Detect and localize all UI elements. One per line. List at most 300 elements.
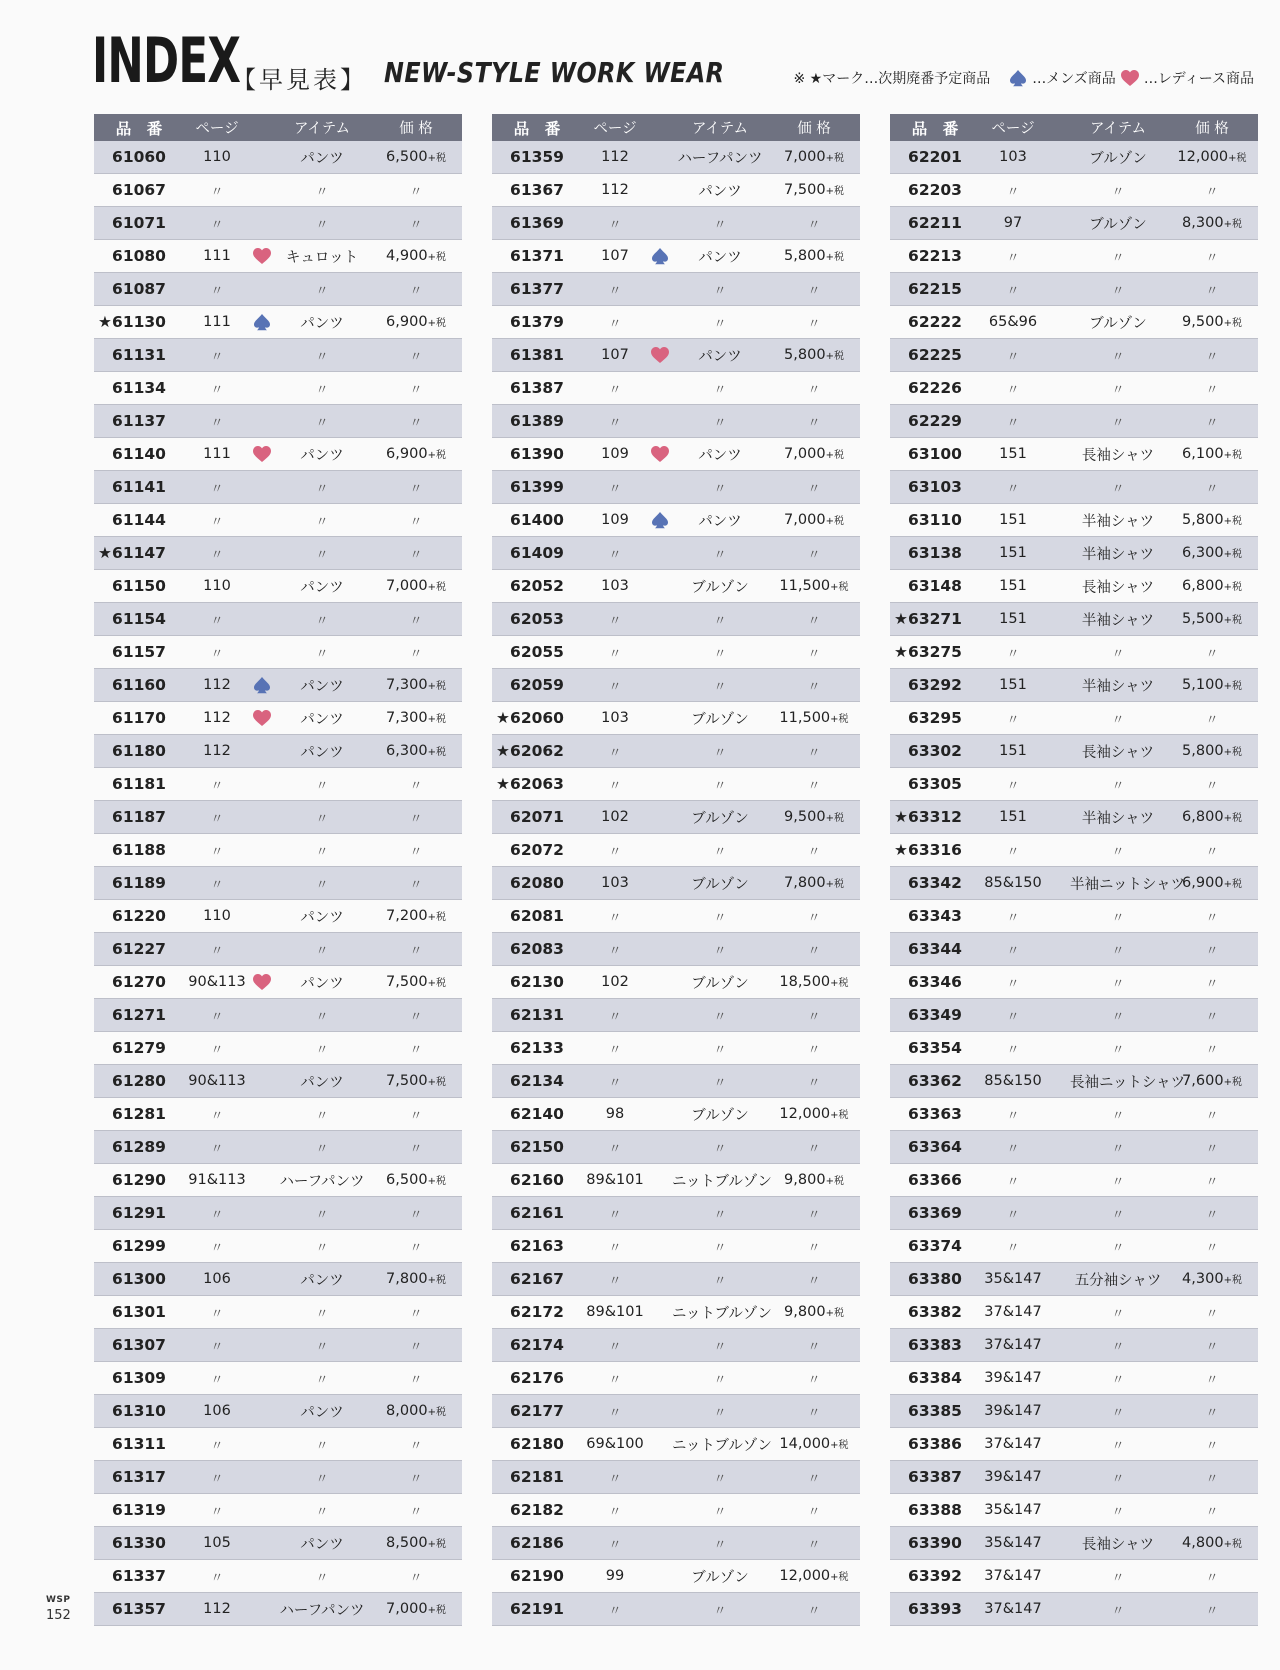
price — [768, 1106, 860, 1122]
item-type: パンツ — [300, 744, 344, 761]
price-value: 〃 — [409, 184, 423, 200]
table-row — [890, 372, 1258, 405]
page-ref: 〃 — [608, 1537, 622, 1553]
item-code — [890, 1039, 980, 1057]
item-type: 〃 — [315, 1339, 329, 1355]
price-value: 〃 — [807, 1075, 821, 1091]
page-ref: 106 — [203, 1271, 231, 1287]
page-ref: 〃 — [608, 1504, 622, 1520]
item-code — [890, 445, 980, 463]
page-ref: 〃 — [210, 349, 224, 365]
item-code-text: 61289 — [112, 1138, 166, 1156]
item-type: パンツ — [300, 975, 344, 992]
price-value: 〃 — [1205, 1042, 1219, 1058]
table-row — [492, 405, 860, 438]
price — [1166, 1336, 1258, 1355]
page-ref: 151 — [999, 611, 1027, 627]
item-code-text: 63364 — [908, 1138, 962, 1156]
page-ref: 〃 — [1006, 382, 1020, 398]
price — [370, 677, 462, 693]
price-value: 6,800 — [1182, 809, 1224, 825]
table-row — [492, 1527, 860, 1560]
table-row — [94, 240, 462, 273]
price-value: 〃 — [807, 382, 821, 398]
item-code — [492, 1072, 582, 1090]
item-code — [492, 940, 582, 958]
price-value: 〃 — [807, 217, 821, 233]
item-type: 〃 — [1111, 1174, 1125, 1190]
item-code-text: 61188 — [112, 841, 166, 859]
item-code-text: 63374 — [908, 1237, 962, 1255]
price-value: 12,000 — [1177, 149, 1229, 165]
price-value: 〃 — [807, 1603, 821, 1619]
table-row — [492, 966, 860, 999]
table-row — [492, 207, 860, 240]
page-ref: 〃 — [608, 646, 622, 662]
table-row — [492, 801, 860, 834]
tax-label: +税 — [1223, 450, 1242, 461]
item-code-text: 61170 — [112, 709, 166, 727]
price — [768, 412, 860, 431]
item-code — [492, 280, 582, 298]
item-code-text: 62130 — [510, 973, 564, 991]
item-type: 〃 — [1111, 250, 1125, 266]
price-value: 〃 — [1205, 910, 1219, 926]
table-row — [890, 1428, 1258, 1461]
item-code-text: 61301 — [112, 1303, 166, 1321]
table-row — [94, 966, 462, 999]
item-code — [890, 1336, 980, 1354]
price-value: 〃 — [807, 1339, 821, 1355]
page-subtitle: NEW-STYLE WORK WEAR — [384, 56, 725, 89]
item-code — [94, 1105, 184, 1123]
table-row — [492, 240, 860, 273]
table-row — [94, 1164, 462, 1197]
item-code-text: 61131 — [112, 346, 166, 364]
price-value: 〃 — [807, 778, 821, 794]
item-type: 〃 — [315, 415, 329, 431]
table-row — [890, 1197, 1258, 1230]
item-code — [94, 709, 184, 727]
item-code-text: 62226 — [908, 379, 962, 397]
item-code-text: 63138 — [908, 544, 962, 562]
price-value: 〃 — [807, 1471, 821, 1487]
item-code-text: 62081 — [510, 907, 564, 925]
item-type: ハーフパンツ — [279, 1602, 365, 1619]
item-code-text: 61281 — [112, 1105, 166, 1123]
price — [768, 710, 860, 726]
table-row — [492, 768, 860, 801]
item-code — [94, 610, 184, 628]
table-row — [94, 207, 462, 240]
price — [370, 743, 462, 759]
item-type: 〃 — [315, 778, 329, 794]
item-type: 〃 — [713, 1471, 727, 1487]
table-row — [890, 1527, 1258, 1560]
item-code — [890, 478, 980, 496]
item-code — [890, 280, 980, 298]
table-row — [492, 537, 860, 570]
page-ref: 〃 — [210, 1240, 224, 1256]
tax-label: +税 — [427, 714, 446, 725]
page-ref: 37&147 — [984, 1436, 1042, 1452]
item-code-text: 63387 — [908, 1468, 962, 1486]
item-code — [492, 1567, 582, 1585]
page-ref: 〃 — [210, 283, 224, 299]
heart-icon — [250, 973, 274, 991]
item-type: パンツ — [300, 711, 344, 728]
item-code — [890, 577, 980, 595]
price — [768, 610, 860, 629]
item-type: 〃 — [1111, 943, 1125, 959]
price-value: 4,800 — [1182, 1535, 1224, 1551]
price-value: 〃 — [409, 481, 423, 497]
price-value: 7,300 — [386, 710, 428, 726]
item-code-text: 61379 — [510, 313, 564, 331]
price-value: 7,200 — [386, 908, 428, 924]
item-code-text: 61147 — [112, 544, 166, 562]
item-code-text: 61279 — [112, 1039, 166, 1057]
item-type: 〃 — [1111, 1339, 1125, 1355]
price-value: 〃 — [1205, 1174, 1219, 1190]
item-type: 〃 — [1111, 712, 1125, 728]
page-ref: 151 — [999, 743, 1027, 759]
item-type: 半袖シャツ — [1081, 513, 1155, 530]
item-code — [492, 1435, 582, 1453]
price-value: 〃 — [409, 646, 423, 662]
item-type: キュロット — [285, 249, 359, 266]
item-code-text: 63312 — [908, 808, 962, 826]
tax-label: +税 — [825, 1176, 844, 1187]
header-price: 価 格 — [797, 121, 831, 137]
price-value: 〃 — [1205, 1240, 1219, 1256]
price — [1166, 512, 1258, 528]
item-type: 〃 — [713, 283, 727, 299]
table-row — [890, 867, 1258, 900]
price-value: 〃 — [409, 547, 423, 563]
price-value: 〃 — [409, 844, 423, 860]
item-code-text: 62181 — [510, 1468, 564, 1486]
heart-icon — [648, 445, 672, 463]
table-row — [94, 1428, 462, 1461]
price-value: 〃 — [1205, 1471, 1219, 1487]
item-code — [890, 1600, 980, 1618]
price — [1166, 1138, 1258, 1157]
price-value: 〃 — [1205, 1603, 1219, 1619]
page-ref: 〃 — [1006, 778, 1020, 794]
item-type: 〃 — [1111, 1108, 1125, 1124]
item-code-text: 61150 — [112, 577, 166, 595]
price-value: 〃 — [1205, 1141, 1219, 1157]
table-row — [492, 1461, 860, 1494]
item-code — [492, 1468, 582, 1486]
item-code-text: 61409 — [510, 544, 564, 562]
quick-reference-title: 【早見表】 — [232, 66, 367, 94]
item-code — [890, 940, 980, 958]
item-code-text: 62080 — [510, 874, 564, 892]
item-code — [94, 577, 184, 595]
item-code-text: 61330 — [112, 1534, 166, 1552]
tax-label: +税 — [830, 1572, 849, 1583]
table-row — [492, 1296, 860, 1329]
table-row — [890, 603, 1258, 636]
item-type: 〃 — [713, 1405, 727, 1421]
price — [1166, 611, 1258, 627]
price — [768, 182, 860, 198]
page-ref: 〃 — [608, 613, 622, 629]
item-code — [890, 742, 980, 760]
item-code — [890, 1204, 980, 1222]
index-title: INDEX — [92, 24, 241, 97]
price — [370, 1567, 462, 1586]
table-row — [492, 1593, 860, 1626]
item-type: 〃 — [1111, 1009, 1125, 1025]
price — [370, 544, 462, 563]
item-code — [890, 1303, 980, 1321]
item-code-text: 62167 — [510, 1270, 564, 1288]
price-value: 8,000 — [386, 1403, 428, 1419]
price-value: 〃 — [1205, 844, 1219, 860]
item-code-text: 63383 — [908, 1336, 962, 1354]
item-code — [492, 973, 582, 991]
item-type: 〃 — [713, 1009, 727, 1025]
item-code-text: 62213 — [908, 247, 962, 265]
price-value: 〃 — [409, 778, 423, 794]
item-code — [890, 709, 980, 727]
page-ref: 90&113 — [188, 974, 246, 990]
item-code-text: 63342 — [908, 874, 962, 892]
page-ref: 〃 — [210, 217, 224, 233]
item-type: ブルゾン — [691, 579, 749, 596]
page-ref: 〃 — [608, 1273, 622, 1289]
price-value: 〃 — [1205, 778, 1219, 794]
price-value: 6,900 — [386, 446, 428, 462]
item-type: パンツ — [300, 315, 344, 332]
item-code-text: 61381 — [510, 346, 564, 364]
item-code — [492, 379, 582, 397]
price — [768, 875, 860, 891]
page-ref: 151 — [999, 578, 1027, 594]
item-code-text: 63305 — [908, 775, 962, 793]
price-value: 6,100 — [1182, 446, 1224, 462]
price — [370, 214, 462, 233]
item-type: 〃 — [315, 1471, 329, 1487]
item-code — [492, 907, 582, 925]
item-type: 〃 — [713, 1504, 727, 1520]
page-ref: 85&150 — [984, 1073, 1042, 1089]
item-type: 〃 — [1111, 1570, 1125, 1586]
page-ref: 112 — [203, 743, 231, 759]
page-ref: 〃 — [608, 316, 622, 332]
table-row — [890, 1164, 1258, 1197]
item-type: 〃 — [315, 646, 329, 662]
item-code — [94, 1402, 184, 1420]
price — [370, 974, 462, 990]
item-type: 〃 — [315, 1108, 329, 1124]
item-code — [94, 1369, 184, 1387]
item-code — [492, 445, 582, 463]
price — [768, 940, 860, 959]
table-row — [94, 306, 462, 339]
table-row — [890, 1065, 1258, 1098]
price-value: 〃 — [807, 646, 821, 662]
price-value: 〃 — [1205, 1108, 1219, 1124]
price-value: 〃 — [807, 1372, 821, 1388]
item-code-text: 61337 — [112, 1567, 166, 1585]
price-value: 7,000 — [386, 1601, 428, 1617]
tax-label: +税 — [427, 252, 446, 263]
price-value: 12,000 — [779, 1106, 831, 1122]
discontinue-star-icon: ★ — [98, 313, 112, 331]
price-value: 〃 — [1205, 1372, 1219, 1388]
table-row — [94, 669, 462, 702]
item-type: 〃 — [713, 1603, 727, 1619]
item-type: 〃 — [1111, 283, 1125, 299]
price — [768, 1006, 860, 1025]
header-price: 価 格 — [1195, 121, 1229, 137]
page-ref: 103 — [601, 578, 629, 594]
page-ref: 37&147 — [984, 1337, 1042, 1353]
price — [768, 676, 860, 695]
price — [370, 280, 462, 299]
price — [768, 512, 860, 528]
item-type: 長袖シャツ — [1081, 744, 1155, 761]
page-ref: 〃 — [608, 217, 622, 233]
item-code — [890, 1435, 980, 1453]
table-row — [890, 735, 1258, 768]
table-row — [94, 405, 462, 438]
price-value: 7,000 — [784, 512, 826, 528]
item-code — [94, 1270, 184, 1288]
legend — [793, 68, 1254, 88]
price — [1166, 809, 1258, 825]
item-type: 〃 — [713, 1141, 727, 1157]
table-row — [890, 1329, 1258, 1362]
item-code-text: 63390 — [908, 1534, 962, 1552]
table-row — [890, 1263, 1258, 1296]
table-row — [94, 339, 462, 372]
item-type: 〃 — [1111, 1438, 1125, 1454]
heart-icon — [250, 709, 274, 727]
header-page: ページ — [195, 121, 239, 137]
price — [370, 808, 462, 827]
price — [370, 610, 462, 629]
item-code-text: 61157 — [112, 643, 166, 661]
item-code — [492, 1369, 582, 1387]
price — [370, 1204, 462, 1223]
page-ref: 〃 — [210, 877, 224, 893]
item-type: 〃 — [1111, 646, 1125, 662]
table-row — [492, 702, 860, 735]
item-code-text: 62140 — [510, 1105, 564, 1123]
page-ref: 〃 — [1006, 1108, 1020, 1124]
tax-label: +税 — [1228, 153, 1247, 164]
price-value: 7,000 — [784, 149, 826, 165]
table-row — [94, 1593, 462, 1626]
item-code-text: 61141 — [112, 478, 166, 496]
item-code-text: 63386 — [908, 1435, 962, 1453]
table-row — [890, 702, 1258, 735]
table-row — [890, 1131, 1258, 1164]
price-value: 〃 — [807, 943, 821, 959]
table-row — [492, 339, 860, 372]
item-code-text: 61369 — [510, 214, 564, 232]
price-value: 〃 — [409, 514, 423, 530]
item-type: ブルゾン — [691, 810, 749, 827]
table-row — [94, 471, 462, 504]
page-ref: 151 — [999, 512, 1027, 528]
item-type: パンツ — [300, 1404, 344, 1421]
price-value: 〃 — [807, 1141, 821, 1157]
page-ref: 〃 — [1006, 1240, 1020, 1256]
table-row — [492, 1494, 860, 1527]
table-row — [492, 570, 860, 603]
item-code-text: 62211 — [908, 214, 962, 232]
item-code-text: 62059 — [510, 676, 564, 694]
heart-icon — [648, 346, 672, 364]
price — [768, 446, 860, 462]
item-code — [492, 1336, 582, 1354]
tax-label: +税 — [427, 978, 446, 989]
page-ref: 〃 — [210, 613, 224, 629]
item-type: 〃 — [713, 415, 727, 431]
item-code — [94, 379, 184, 397]
price-value: 〃 — [409, 943, 423, 959]
table-row — [890, 1230, 1258, 1263]
table-row — [890, 933, 1258, 966]
price-value: 〃 — [807, 547, 821, 563]
tax-label: +税 — [830, 1440, 849, 1451]
heart-icon — [1120, 69, 1140, 87]
price-value: 〃 — [807, 613, 821, 629]
tax-label: +税 — [1223, 516, 1242, 527]
page-ref: 〃 — [1006, 646, 1020, 662]
price — [768, 1436, 860, 1452]
page-footer — [46, 1592, 71, 1624]
price-value: 6,900 — [1182, 875, 1224, 891]
price — [1166, 1600, 1258, 1619]
table-row — [492, 999, 860, 1032]
page-ref: 90&113 — [188, 1073, 246, 1089]
item-type: パンツ — [300, 579, 344, 596]
item-code-text: 63393 — [908, 1600, 962, 1618]
item-type: 〃 — [1111, 1603, 1125, 1619]
page-ref: 〃 — [608, 1339, 622, 1355]
page-ref: 〃 — [210, 943, 224, 959]
item-type: パンツ — [300, 909, 344, 926]
item-code — [890, 676, 980, 694]
item-type: 半袖シャツ — [1081, 546, 1155, 563]
page-ref: 〃 — [608, 481, 622, 497]
item-code-text: 61189 — [112, 874, 166, 892]
table-row — [890, 768, 1258, 801]
item-code-text: 63369 — [908, 1204, 962, 1222]
price — [370, 1369, 462, 1388]
page-header — [92, 24, 1262, 104]
price-value: 8,500 — [386, 1535, 428, 1551]
price-value: 〃 — [1205, 1504, 1219, 1520]
table-row — [94, 1560, 462, 1593]
table-row — [94, 537, 462, 570]
page-ref: 110 — [203, 578, 231, 594]
item-type: ブルゾン — [691, 1107, 749, 1124]
page-ref: 〃 — [608, 1207, 622, 1223]
item-code-text: 62150 — [510, 1138, 564, 1156]
item-code-text: 63366 — [908, 1171, 962, 1189]
item-type: 〃 — [315, 547, 329, 563]
page-ref: 〃 — [1006, 349, 1020, 365]
tax-label: +税 — [830, 714, 849, 725]
